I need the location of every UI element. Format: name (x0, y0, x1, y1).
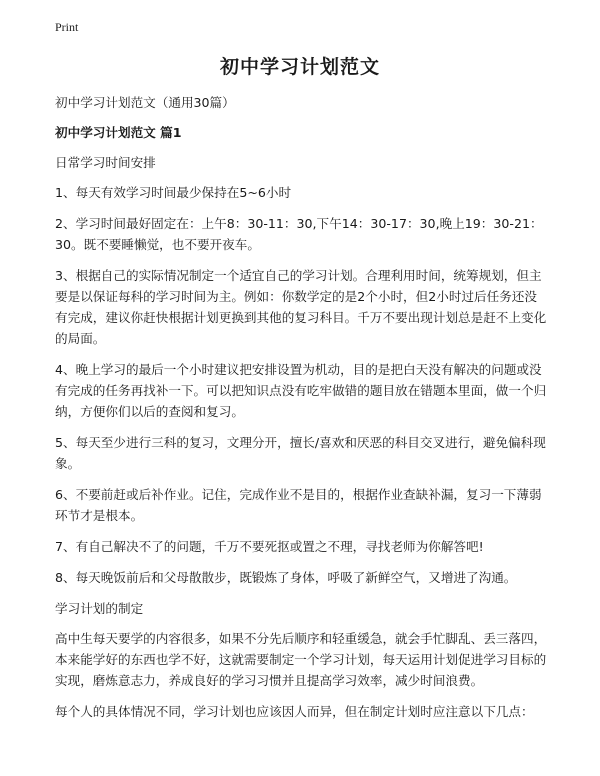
document-body (55, 92, 547, 732)
paragraph: 每个人的具体情况不同，学习计划也应该因人而异，但在制定计划时应注意以下几点： (55, 704, 534, 719)
list-item: 8、每天晚饭前后和父母散散步，既锻炼了身体，呼吸了新鲜空气，又增进了沟通。 (55, 570, 517, 585)
section-heading: 初中学习计划范文 篇1 (55, 125, 182, 140)
daily-schedule-heading: 日常学习时间安排 (55, 155, 156, 170)
list-item: 1、每天有效学习时间最少保持在5~6小时 (55, 185, 292, 200)
plan-heading: 学习计划的制定 (55, 601, 144, 616)
page-title: 初中学习计划范文 (219, 56, 380, 78)
document-subtitle: 初中学习计划范文（通用30篇） (55, 95, 235, 110)
list-item: 2、学习时间最好固定在：上午8：30-11：30,下午14：30-17：30,晚上19：30-21：30。既不要睡懒觉，也不要开夜车。 (55, 216, 543, 252)
list-item: 7、有自己解决不了的问题，千万不要死抠或置之不理，寻找老师为你解答吧! (55, 539, 484, 554)
paragraph: 高中生每天要学的内容很多，如果不分先后顺序和轻重缓急，就会手忙脚乱、丢三落四，本来能学好的东西也学不好，这就需要制定一个学习计划，每天运用计划促进学习目标的实现，磨炼意志力，养成良好的学习习惯并且提高学习效率，减少时间浪费。 (55, 631, 547, 688)
list-item: 5、每天至少进行三科的复习，文理分开，擅长/喜欢和厌恶的科目交叉进行，避免偏科现象。 (55, 435, 546, 471)
list-item: 3、根据自己的实际情况制定一个适宜自己的学习计划。合理利用时间，统筹规划，但主要是以保证每科的学习时间为主。例如：你数学定的是2个小时，但2小时过后任务还没有完成，建议你赶快根据计划更换到其他的复习科目。千万不要出现计划总是赶不上变化的局面。 (55, 268, 547, 346)
list-item: 4、晚上学习的最后一个小时建议把安排设置为机动，目的是把白天没有解决的问题或没有完成的任务再找补一下。可以把知识点没有吃牢做错的题目放在错题本里面，做一个归纳，方便你们以后的查阅和复习。 (55, 362, 547, 419)
list-item: 6、不要前赶或后补作业。记住，完成作业不是目的，根据作业查缺补漏，复习一下薄弱环节才是根本。 (55, 487, 542, 523)
print-link[interactable]: Print (55, 20, 79, 34)
